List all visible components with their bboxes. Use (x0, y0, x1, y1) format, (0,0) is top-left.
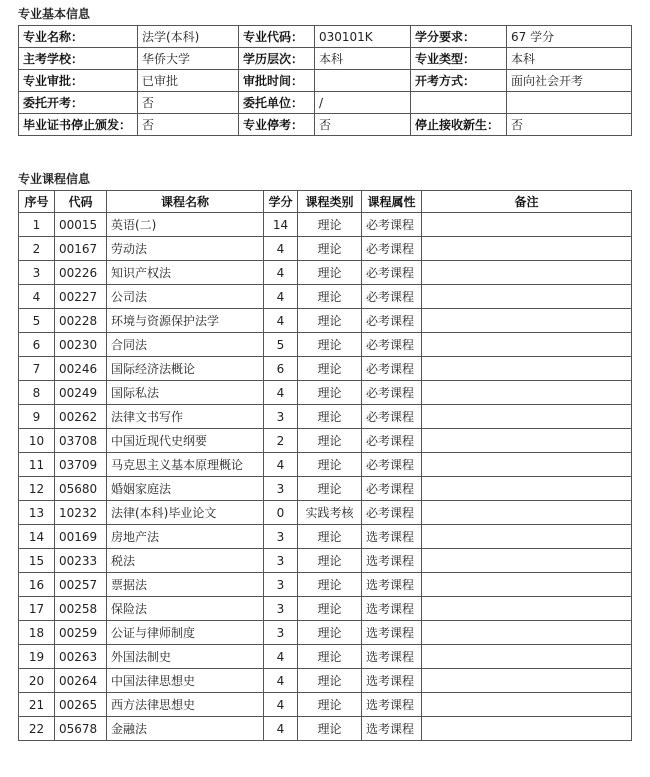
course-remarks (422, 405, 632, 429)
course-remarks (422, 261, 632, 285)
table-row (19, 309, 632, 333)
course-index: 13 (19, 501, 55, 525)
course-category: 实践考核 (298, 501, 362, 525)
table-row (19, 381, 632, 405)
col-header-credits: 学分 (264, 191, 298, 213)
course-name: 外国法制史 (107, 645, 264, 669)
course-remarks (422, 357, 632, 381)
course-name: 保险法 (107, 597, 264, 621)
course-credits: 0 (264, 501, 298, 525)
course-attribute: 必考课程 (362, 309, 422, 333)
course-attribute: 必考课程 (362, 333, 422, 357)
course-category: 理论 (298, 669, 362, 693)
course-category: 理论 (298, 429, 362, 453)
col-header-code: 代码 (55, 191, 107, 213)
course-name: 公司法 (107, 285, 264, 309)
field-value: 面向社会开考 (507, 70, 632, 92)
course-code: 00264 (55, 669, 107, 693)
course-category: 理论 (298, 333, 362, 357)
table-row (19, 333, 632, 357)
course-category: 理论 (298, 405, 362, 429)
table-row (19, 477, 632, 501)
course-index: 21 (19, 693, 55, 717)
course-index: 19 (19, 645, 55, 669)
course-attribute: 必考课程 (362, 453, 422, 477)
course-remarks (422, 333, 632, 357)
field-value: 否 (315, 114, 411, 136)
course-index: 18 (19, 621, 55, 645)
table-row (19, 285, 632, 309)
field-label: 专业审批： (19, 70, 138, 92)
field-label: 委托开考： (19, 92, 138, 114)
field-value: 否 (138, 92, 239, 114)
course-category: 理论 (298, 597, 362, 621)
course-remarks (422, 213, 632, 237)
course-index: 17 (19, 597, 55, 621)
course-index: 11 (19, 453, 55, 477)
course-remarks (422, 237, 632, 261)
table-row (19, 405, 632, 429)
course-category: 理论 (298, 285, 362, 309)
course-category: 理论 (298, 381, 362, 405)
course-index: 1 (19, 213, 55, 237)
field-label: 开考方式： (411, 70, 507, 92)
table-row (19, 645, 632, 669)
field-value: 030101K (315, 26, 411, 48)
table-row (19, 453, 632, 477)
course-index: 10 (19, 429, 55, 453)
course-name: 金融法 (107, 717, 264, 741)
course-credits: 3 (264, 549, 298, 573)
course-code: 00246 (55, 357, 107, 381)
course-credits: 4 (264, 453, 298, 477)
course-category: 理论 (298, 621, 362, 645)
course-credits: 4 (264, 717, 298, 741)
course-attribute: 必考课程 (362, 357, 422, 381)
course-remarks (422, 453, 632, 477)
course-name: 英语(二) (107, 213, 264, 237)
course-table-header (19, 191, 632, 213)
course-name: 公证与律师制度 (107, 621, 264, 645)
table-row (19, 501, 632, 525)
field-label: 专业代码： (239, 26, 315, 48)
course-remarks (422, 525, 632, 549)
col-header-remarks: 备注 (422, 191, 632, 213)
course-code: 00262 (55, 405, 107, 429)
course-category: 理论 (298, 261, 362, 285)
course-index: 6 (19, 333, 55, 357)
course-code: 00015 (55, 213, 107, 237)
course-category: 理论 (298, 453, 362, 477)
course-index: 4 (19, 285, 55, 309)
field-label: 委托单位： (239, 92, 315, 114)
field-value: 67 学分 (507, 26, 632, 48)
course-attribute: 选考课程 (362, 717, 422, 741)
course-code: 00259 (55, 621, 107, 645)
course-credits: 4 (264, 381, 298, 405)
course-category: 理论 (298, 525, 362, 549)
course-name: 马克思主义基本原理概论 (107, 453, 264, 477)
course-category: 理论 (298, 717, 362, 741)
course-code: 00258 (55, 597, 107, 621)
course-name: 中国法律思想史 (107, 669, 264, 693)
course-attribute: 必考课程 (362, 381, 422, 405)
table-row (19, 357, 632, 381)
course-credits: 4 (264, 693, 298, 717)
table-row (19, 597, 632, 621)
field-value (507, 92, 632, 114)
table-row (19, 237, 632, 261)
field-label: 学分要求： (411, 26, 507, 48)
course-name: 法律(本科)毕业论文 (107, 501, 264, 525)
course-credits: 4 (264, 285, 298, 309)
course-remarks (422, 309, 632, 333)
course-code: 03709 (55, 453, 107, 477)
course-attribute: 选考课程 (362, 621, 422, 645)
course-name: 合同法 (107, 333, 264, 357)
course-attribute: 必考课程 (362, 501, 422, 525)
course-category: 理论 (298, 309, 362, 333)
course-code: 05680 (55, 477, 107, 501)
course-attribute: 必考课程 (362, 237, 422, 261)
course-remarks (422, 285, 632, 309)
field-value: 否 (507, 114, 632, 136)
course-remarks (422, 621, 632, 645)
field-value: / (315, 92, 411, 114)
basic-info-row (19, 26, 632, 48)
basic-info-row (19, 70, 632, 92)
course-remarks (422, 429, 632, 453)
course-index: 14 (19, 525, 55, 549)
course-credits: 3 (264, 477, 298, 501)
course-index: 15 (19, 549, 55, 573)
course-name: 中国近现代史纲要 (107, 429, 264, 453)
basic-info-title: 专业基本信息 (18, 7, 91, 21)
field-label: 学历层次： (239, 48, 315, 70)
course-code: 00233 (55, 549, 107, 573)
course-attribute: 选考课程 (362, 669, 422, 693)
course-category: 理论 (298, 477, 362, 501)
field-value: 本科 (507, 48, 632, 70)
course-name: 国际经济法概论 (107, 357, 264, 381)
course-index: 8 (19, 381, 55, 405)
course-code: 00227 (55, 285, 107, 309)
table-row (19, 621, 632, 645)
course-name: 税法 (107, 549, 264, 573)
course-table (18, 190, 632, 741)
course-category: 理论 (298, 237, 362, 261)
course-attribute: 必考课程 (362, 429, 422, 453)
field-label: 专业停考： (239, 114, 315, 136)
table-row (19, 261, 632, 285)
course-remarks (422, 549, 632, 573)
field-label: 毕业证书停止颁发： (19, 114, 138, 136)
field-label: 专业类型： (411, 48, 507, 70)
course-index: 20 (19, 669, 55, 693)
field-value: 华侨大学 (138, 48, 239, 70)
course-credits: 14 (264, 213, 298, 237)
course-remarks (422, 381, 632, 405)
course-category: 理论 (298, 573, 362, 597)
col-header-category: 课程类别 (298, 191, 362, 213)
course-remarks (422, 501, 632, 525)
course-name: 劳动法 (107, 237, 264, 261)
course-credits: 4 (264, 237, 298, 261)
course-code: 00265 (55, 693, 107, 717)
course-attribute: 选考课程 (362, 597, 422, 621)
course-credits: 5 (264, 333, 298, 357)
course-index: 3 (19, 261, 55, 285)
table-row (19, 693, 632, 717)
course-code: 00249 (55, 381, 107, 405)
course-code: 00230 (55, 333, 107, 357)
course-code: 03708 (55, 429, 107, 453)
course-attribute: 必考课程 (362, 477, 422, 501)
course-index: 22 (19, 717, 55, 741)
table-row (19, 429, 632, 453)
course-credits: 4 (264, 261, 298, 285)
course-remarks (422, 477, 632, 501)
course-credits: 2 (264, 429, 298, 453)
field-label (411, 92, 507, 114)
course-credits: 4 (264, 309, 298, 333)
course-name: 法律文书写作 (107, 405, 264, 429)
field-label: 专业名称： (19, 26, 138, 48)
course-category: 理论 (298, 693, 362, 717)
course-category: 理论 (298, 357, 362, 381)
col-header-index: 序号 (19, 191, 55, 213)
course-code: 05678 (55, 717, 107, 741)
col-header-name: 课程名称 (107, 191, 264, 213)
course-index: 5 (19, 309, 55, 333)
course-code: 00263 (55, 645, 107, 669)
course-code: 00257 (55, 573, 107, 597)
course-credits: 6 (264, 357, 298, 381)
course-attribute: 选考课程 (362, 693, 422, 717)
course-attribute: 选考课程 (362, 573, 422, 597)
course-name: 婚姻家庭法 (107, 477, 264, 501)
course-name: 环境与资源保护法学 (107, 309, 264, 333)
course-code: 00167 (55, 237, 107, 261)
course-attribute: 必考课程 (362, 285, 422, 309)
field-label: 停止接收新生： (411, 114, 507, 136)
field-value: 已审批 (138, 70, 239, 92)
course-remarks (422, 597, 632, 621)
course-attribute: 必考课程 (362, 261, 422, 285)
course-credits: 3 (264, 621, 298, 645)
table-row (19, 573, 632, 597)
course-name: 票据法 (107, 573, 264, 597)
course-code: 10232 (55, 501, 107, 525)
course-category: 理论 (298, 645, 362, 669)
course-remarks (422, 645, 632, 669)
field-label: 审批时间： (239, 70, 315, 92)
course-index: 9 (19, 405, 55, 429)
course-credits: 3 (264, 597, 298, 621)
table-row (19, 669, 632, 693)
field-value (315, 70, 411, 92)
course-remarks (422, 573, 632, 597)
course-category: 理论 (298, 549, 362, 573)
course-code: 00228 (55, 309, 107, 333)
course-info-title: 专业课程信息 (18, 172, 91, 186)
course-credits: 3 (264, 525, 298, 549)
course-credits: 4 (264, 669, 298, 693)
course-attribute: 选考课程 (362, 549, 422, 573)
course-attribute: 选考课程 (362, 645, 422, 669)
field-value: 否 (138, 114, 239, 136)
course-credits: 4 (264, 645, 298, 669)
table-row (19, 717, 632, 741)
field-value: 法学(本科) (138, 26, 239, 48)
table-row (19, 213, 632, 237)
basic-info-table (18, 25, 632, 136)
col-header-attribute: 课程属性 (362, 191, 422, 213)
course-name: 知识产权法 (107, 261, 264, 285)
course-index: 16 (19, 573, 55, 597)
basic-info-row (19, 92, 632, 114)
table-row (19, 549, 632, 573)
course-index: 12 (19, 477, 55, 501)
course-name: 房地产法 (107, 525, 264, 549)
course-attribute: 必考课程 (362, 213, 422, 237)
basic-info-row (19, 48, 632, 70)
course-remarks (422, 669, 632, 693)
course-code: 00169 (55, 525, 107, 549)
basic-info-row (19, 114, 632, 136)
course-credits: 3 (264, 405, 298, 429)
field-label: 主考学校： (19, 48, 138, 70)
course-index: 7 (19, 357, 55, 381)
course-attribute: 必考课程 (362, 405, 422, 429)
course-category: 理论 (298, 213, 362, 237)
course-code: 00226 (55, 261, 107, 285)
course-credits: 3 (264, 573, 298, 597)
course-index: 2 (19, 237, 55, 261)
table-row (19, 525, 632, 549)
course-name: 国际私法 (107, 381, 264, 405)
course-name: 西方法律思想史 (107, 693, 264, 717)
course-remarks (422, 717, 632, 741)
course-remarks (422, 693, 632, 717)
course-attribute: 选考课程 (362, 525, 422, 549)
field-value: 本科 (315, 48, 411, 70)
